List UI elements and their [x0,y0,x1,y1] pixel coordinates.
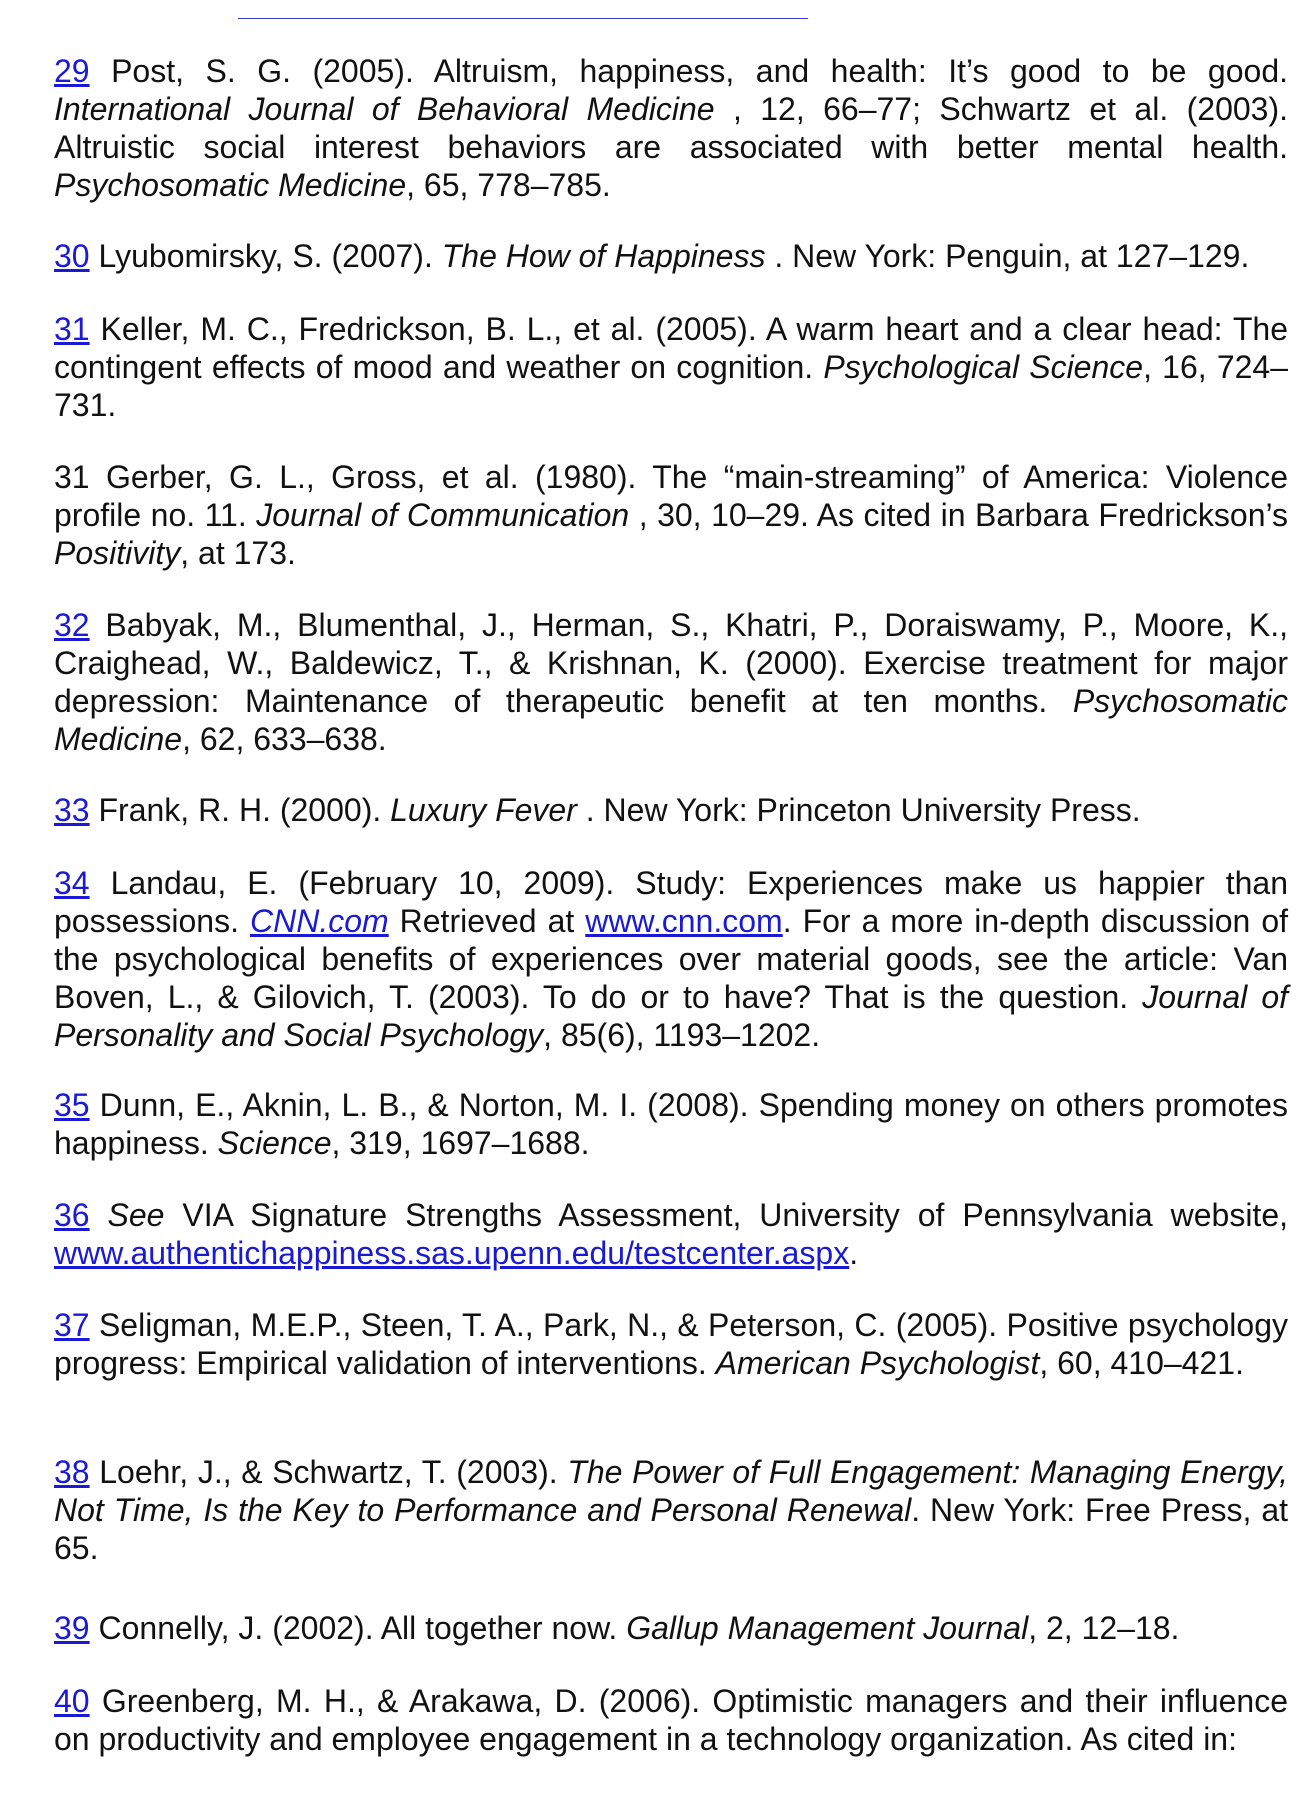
endnote-31b-book-title: Positivity [54,535,181,571]
endnote-36-text-1: VIA Signature Strengths Assessment, University of Pennsylvania website, [164,1197,1289,1233]
endnote-37-text-2: , 60, 410–421. [1039,1345,1244,1381]
truncated-previous-link [238,0,808,20]
endnote-40-backlink[interactable]: 40 [54,1683,90,1719]
endnote-32-text-2: , 62, 633–638. [182,721,387,757]
endnote-35-text-1: Dunn, E., Aknin, L. B., & Norton, M. I. (2008). Spending money on others promotes happiness. [54,1087,1288,1161]
endnote-34-backlink[interactable]: 34 [54,865,90,901]
endnote-31-backlink[interactable]: 31 [54,311,90,347]
endnote-29-journal: International Journal of Behavioral Medicine [54,91,715,127]
endnote-31b [54,458,1288,572]
truncated-link-underline [238,18,808,19]
endnote-36 [54,1196,1288,1272]
endnote-29 [54,52,1288,204]
endnote-32 [54,606,1288,758]
endnote-35-backlink[interactable]: 35 [54,1087,90,1123]
endnote-34 [54,864,1288,1054]
endnote-39-text-1: Connelly, J. (2002). All together now. [89,1610,627,1646]
endnote-37-text-1: Seligman, M.E.P., Steen, T. A., Park, N., & Peterson, C. (2005). Positive psychology progress: Empirical validation of interventions. [54,1307,1288,1381]
endnote-34-text-1: Landau, E. (February 10, 2009). Study: Experiences make us happier than possessions. [54,865,1288,939]
endnote-31b-text-2: , 30, 10–29. As cited in Barbara Fredrickson’s [629,497,1289,533]
cnn-link[interactable]: CNN.com [249,903,389,939]
endnote-33-backlink[interactable]: 33 [54,792,90,828]
endnote-29-text-3: , 65, 778–785. [406,167,611,203]
endnote-35 [54,1086,1288,1162]
endnote-31b-text-3: , at 173. [180,535,296,571]
endnote-39-backlink[interactable]: 39 [54,1610,90,1646]
authentichappiness-link[interactable]: www.authentichappiness.sas.upenn.edu/testcenter.aspx [54,1235,850,1271]
endnote-31a-text-2: , 16, 724–731. [54,349,1289,423]
endnote-30-backlink[interactable]: 30 [54,238,90,274]
endnote-30-text-2: . New York: Penguin, at 127–129. [765,238,1250,274]
endnote-32-journal: Psychosomatic Medicine [54,683,1288,757]
endnote-39 [54,1609,1288,1647]
endnote-29-backlink[interactable]: 29 [54,53,90,89]
endnote-33-book-title: Luxury Fever [390,792,577,828]
endnote-31a-text-1: Keller, M. C., Fredrickson, B. L., et al. (2005). A warm heart and a clear head: The contingent effects of mood and weather on cognition. [54,311,1288,385]
endnote-37-journal: American Psychologist [715,1345,1040,1381]
endnote-38-text-1: Loehr, J., & Schwartz, T. (2003). [89,1454,568,1490]
endnote-32-backlink[interactable]: 32 [54,607,90,643]
endnote-30-book-title: The How of Happiness [441,238,766,274]
endnote-33-text-1: Frank, R. H. (2000). [89,792,391,828]
endnote-40 [54,1682,1288,1758]
endnote-40-clip [54,1682,1288,1758]
cnn-url-link[interactable]: www.cnn.com [585,903,783,939]
endnote-30-text-1: Lyubomirsky, S. (2007). [89,238,442,274]
endnote-39-journal: Gallup Management Journal [626,1610,1029,1646]
endnote-38-backlink[interactable]: 38 [54,1454,90,1490]
endnote-36-text-2: . [849,1235,859,1271]
endnote-36-see: See [89,1197,165,1233]
endnote-33 [54,791,1288,829]
endnote-30 [54,237,1288,275]
endnote-31a-journal: Psychological Science [823,349,1144,385]
endnote-29-journal-2: Psychosomatic Medicine [54,167,407,203]
endnote-38-book-title: The Power of Full Engagement: Managing Energy, Not Time, Is the Key to Performance and Personal Renewal [54,1454,1289,1528]
endnote-33-text-2: . New York: Princeton University Press. [576,792,1141,828]
endnote-34-text-2: Retrieved at [388,903,586,939]
endnote-34-journal: Journal of Personality and Social Psychology [54,979,1289,1053]
endnote-35-journal: Science [217,1125,332,1161]
endnote-31b-journal: Journal of Communication [256,497,630,533]
endnote-35-text-2: , 319, 1697–1688. [331,1125,590,1161]
endnote-38-text-2: . New York: Free Press, at 65. [54,1492,1289,1566]
endnote-29-text-2: , 12, 66–77; Schwartz et al. (2003). Altruistic social interest behaviors are associated with better mental health. [54,91,1289,165]
endnote-39-text-2: , 2, 12–18. [1028,1610,1180,1646]
endnote-29-text-1: Post, S. G. (2005). Altruism, happiness, and health: It’s good to be good. [89,53,1288,89]
endnote-40-text-1: Greenberg, M. H., & Arakawa, D. (2006). Optimistic managers and their influence on productivity and employee engagement in a technology organization. As cited in: [54,1683,1288,1757]
endnote-38 [54,1453,1288,1567]
endnote-37-backlink[interactable]: 37 [54,1307,90,1343]
endnote-37 [54,1306,1288,1382]
endnote-34-text-4: , 85(6), 1193–1202. [543,1017,821,1053]
endnote-31b-text-1: 31 Gerber, G. L., Gross, et al. (1980). The “main-streaming” of America: Violence profile no. 11. [54,459,1288,533]
endnote-32-text-1: Babyak, M., Blumenthal, J., Herman, S., Khatri, P., Doraiswamy, P., Moore, K., Craighead, W., Baldewicz, T., & Krishnan, K. (2000). Exercise treatment for major depression: Maintenance of therapeutic benefit at ten months. [54,607,1288,719]
endnote-36-backlink[interactable]: 36 [54,1197,90,1233]
endnote-31a [54,310,1288,424]
endnote-34-text-3: . For a more in-depth discussion of the psychological benefits of experiences over material goods, see the article: Van Boven, L., & Gilovich, T. (2003). To do or to have? That is the question. [54,903,1289,1015]
